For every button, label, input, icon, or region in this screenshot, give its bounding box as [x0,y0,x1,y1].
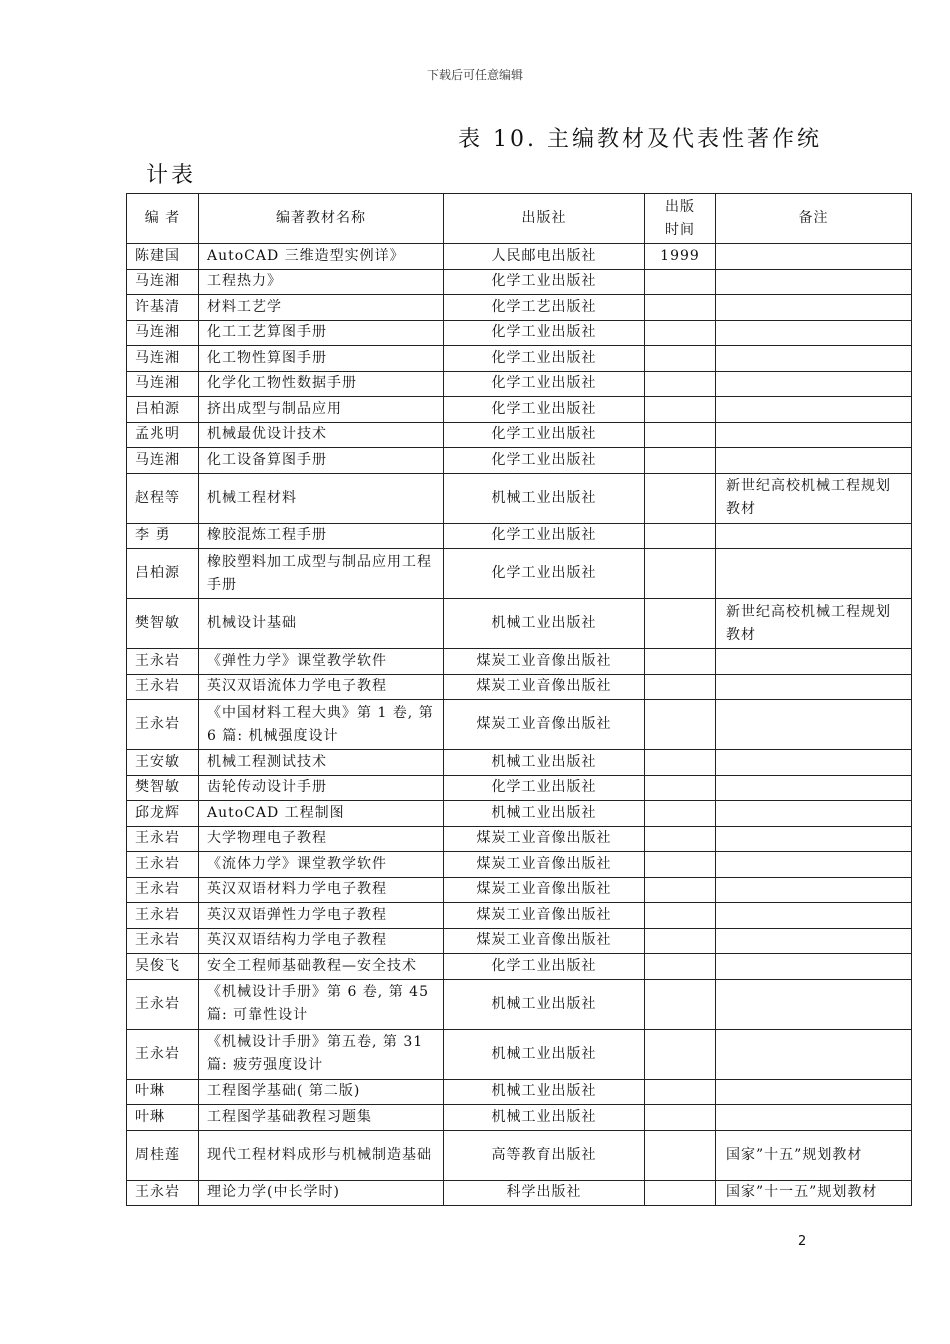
cell-publisher: 机械工业出版社 [444,979,645,1029]
cell-note: 国家”十一五”规划教材 [716,1180,912,1206]
cell-author: 王永岩 [127,1029,199,1079]
cell-year [645,649,716,675]
header-title: 编著教材名称 [199,194,444,244]
cell-author: 吕柏源 [127,397,199,423]
cell-author: 王永岩 [127,1180,199,1206]
cell-note [716,244,912,270]
cell-note [716,295,912,321]
cell-publisher: 机械工业出版社 [444,599,645,649]
cell-publisher: 煤炭工业音像出版社 [444,700,645,750]
cell-publisher: 化学工业出版社 [444,523,645,549]
cell-author: 马连湘 [127,371,199,397]
cell-note [716,346,912,372]
cell-note [716,422,912,448]
cell-year [645,346,716,372]
cell-year [645,397,716,423]
cell-year [645,775,716,801]
cell-publisher: 化学工业出版社 [444,549,645,599]
cell-title: 工程图学基础教程习题集 [199,1105,444,1131]
cell-year [645,903,716,929]
cell-note [716,826,912,852]
cell-author: 王永岩 [127,877,199,903]
cell-publisher: 煤炭工业音像出版社 [444,903,645,929]
cell-author: 李 勇 [127,523,199,549]
cell-title: 《机械设计手册》第 6 卷, 第 45 篇: 可靠性设计 [199,979,444,1029]
cell-year [645,877,716,903]
cell-year [645,674,716,700]
table-row [127,1105,912,1131]
cell-publisher: 化学工业出版社 [444,346,645,372]
cell-note [716,877,912,903]
table-row [127,269,912,295]
cell-publisher: 机械工业出版社 [444,750,645,776]
page-header-note: 下载后可任意编辑 [426,68,523,82]
cell-title: 理论力学(中长学时) [199,1180,444,1206]
table-title: 表 10. 主编教材及代表性著作统 [458,127,822,152]
cell-publisher: 煤炭工业音像出版社 [444,649,645,675]
table-row [127,549,912,599]
cell-publisher: 化学工业出版社 [444,775,645,801]
cell-title: 英汉双语流体力学电子教程 [199,674,444,700]
cell-title: 齿轮传动设计手册 [199,775,444,801]
cell-year [645,549,716,599]
cell-author: 马连湘 [127,269,199,295]
cell-title: 化工工艺算图手册 [199,320,444,346]
textbook-table [126,193,912,1206]
cell-author: 樊智敏 [127,599,199,649]
cell-author: 吕柏源 [127,549,199,599]
cell-year [645,801,716,827]
cell-title: 机械工程材料 [199,473,444,523]
cell-author: 陈建国 [127,244,199,270]
cell-title: 大学物理电子教程 [199,826,444,852]
cell-year [645,852,716,878]
cell-author: 赵程等 [127,473,199,523]
cell-year [645,371,716,397]
table-row [127,700,912,750]
cell-year [645,750,716,776]
header-author: 编 者 [127,194,199,244]
cell-note [716,397,912,423]
cell-note [716,801,912,827]
cell-publisher: 化学工业出版社 [444,954,645,980]
cell-note [716,750,912,776]
cell-title: 化工设备算图手册 [199,448,444,474]
cell-note [716,448,912,474]
table-row [127,979,912,1029]
cell-title: 安全工程师基础教程—安全技术 [199,954,444,980]
header-publisher: 出版社 [444,194,645,244]
cell-author: 叶琳 [127,1079,199,1105]
header-note: 备注 [716,194,912,244]
cell-note [716,1029,912,1079]
cell-author: 马连湘 [127,448,199,474]
cell-title: 化工物性算图手册 [199,346,444,372]
cell-author: 王永岩 [127,649,199,675]
table-row [127,801,912,827]
cell-publisher: 煤炭工业音像出版社 [444,928,645,954]
cell-year [645,979,716,1029]
table-row [127,674,912,700]
table-row [127,422,912,448]
cell-title: AutoCAD 三维造型实例详》 [199,244,444,270]
cell-publisher: 化学工业出版社 [444,422,645,448]
table-row [127,371,912,397]
cell-year [645,1180,716,1206]
cell-publisher: 化学工业出版社 [444,448,645,474]
cell-author: 王永岩 [127,852,199,878]
cell-year [645,826,716,852]
cell-publisher: 煤炭工业音像出版社 [444,674,645,700]
cell-year [645,269,716,295]
table-row [127,473,912,523]
cell-year [645,954,716,980]
table-row [127,397,912,423]
cell-publisher: 机械工业出版社 [444,1079,645,1105]
cell-year [645,700,716,750]
cell-author: 王永岩 [127,826,199,852]
cell-publisher: 化学工业出版社 [444,269,645,295]
table-row [127,1079,912,1105]
cell-note [716,852,912,878]
cell-publisher: 机械工业出版社 [444,1105,645,1131]
cell-note [716,700,912,750]
cell-note: 国家”十五”规划教材 [716,1130,912,1180]
table-row [127,903,912,929]
cell-title: 英汉双语结构力学电子教程 [199,928,444,954]
cell-title: 英汉双语弹性力学电子教程 [199,903,444,929]
cell-year [645,295,716,321]
cell-year [645,320,716,346]
cell-year [645,523,716,549]
header-year: 出版时间 [645,194,716,244]
table-row [127,954,912,980]
cell-note [716,674,912,700]
cell-note [716,320,912,346]
cell-author: 王安敏 [127,750,199,776]
cell-publisher: 煤炭工业音像出版社 [444,826,645,852]
cell-note [716,1105,912,1131]
cell-note [716,1079,912,1105]
cell-author: 许基清 [127,295,199,321]
cell-author: 王永岩 [127,700,199,750]
cell-title: 挤出成型与制品应用 [199,397,444,423]
cell-note [716,523,912,549]
cell-publisher: 机械工业出版社 [444,1029,645,1079]
table-row [127,523,912,549]
cell-title: AutoCAD 工程制图 [199,801,444,827]
table-header-row [127,194,912,244]
table-body [127,244,912,1206]
cell-year [645,422,716,448]
cell-title: 橡胶塑料加工成型与制品应用工程手册 [199,549,444,599]
cell-title: 《中国材料工程大典》第 1 卷, 第 6 篇: 机械强度设计 [199,700,444,750]
cell-publisher: 化学工业出版社 [444,397,645,423]
cell-publisher: 高等教育出版社 [444,1130,645,1180]
cell-title: 材料工艺学 [199,295,444,321]
cell-publisher: 化学工艺出版社 [444,295,645,321]
cell-publisher: 机械工业出版社 [444,473,645,523]
cell-publisher: 人民邮电出版社 [444,244,645,270]
table-row [127,852,912,878]
table-row [127,928,912,954]
cell-publisher: 煤炭工业音像出版社 [444,877,645,903]
table-row [127,775,912,801]
cell-year: 1999 [645,244,716,270]
table-row [127,346,912,372]
cell-author: 叶琳 [127,1105,199,1131]
table-row [127,320,912,346]
cell-note [716,371,912,397]
cell-author: 王永岩 [127,674,199,700]
cell-title: 机械设计基础 [199,599,444,649]
cell-note [716,549,912,599]
cell-publisher: 化学工业出版社 [444,371,645,397]
cell-title: 现代工程材料成形与机械制造基础 [199,1130,444,1180]
cell-title: 化学化工物性数据手册 [199,371,444,397]
cell-title: 橡胶混炼工程手册 [199,523,444,549]
cell-note [716,775,912,801]
cell-title: 英汉双语材料力学电子教程 [199,877,444,903]
cell-publisher: 煤炭工业音像出版社 [444,852,645,878]
cell-note: 新世纪高校机械工程规划教材 [716,473,912,523]
cell-note [716,649,912,675]
cell-note: 新世纪高校机械工程规划教材 [716,599,912,649]
cell-title: 《弹性力学》课堂教学软件 [199,649,444,675]
table-row [127,750,912,776]
cell-publisher: 化学工业出版社 [444,320,645,346]
cell-year [645,473,716,523]
cell-title: 机械工程测试技术 [199,750,444,776]
cell-title: 《机械设计手册》第五卷, 第 31 篇: 疲劳强度设计 [199,1029,444,1079]
table-row [127,826,912,852]
cell-year [645,1029,716,1079]
cell-publisher: 科学出版社 [444,1180,645,1206]
cell-year [645,1130,716,1180]
page-number: 2 [798,1234,807,1249]
cell-author: 樊智敏 [127,775,199,801]
table-row [127,1029,912,1079]
cell-year [645,1079,716,1105]
table-row [127,1130,912,1180]
cell-note [716,903,912,929]
cell-author: 马连湘 [127,320,199,346]
table-row [127,448,912,474]
cell-note [716,928,912,954]
table-row [127,649,912,675]
table-row [127,877,912,903]
cell-note [716,979,912,1029]
cell-year [645,599,716,649]
cell-year [645,1105,716,1131]
table-title-continuation: 计表 [146,163,197,188]
cell-year [645,928,716,954]
cell-author: 孟兆明 [127,422,199,448]
table-row [127,295,912,321]
cell-author: 周桂莲 [127,1130,199,1180]
cell-title: 工程图学基础( 第二版) [199,1079,444,1105]
cell-title: 工程热力》 [199,269,444,295]
cell-title: 机械最优设计技术 [199,422,444,448]
cell-author: 王永岩 [127,903,199,929]
table-row [127,1180,912,1206]
cell-author: 王永岩 [127,928,199,954]
cell-author: 吴俊飞 [127,954,199,980]
cell-author: 邱龙辉 [127,801,199,827]
cell-author: 马连湘 [127,346,199,372]
cell-year [645,448,716,474]
cell-title: 《流体力学》课堂教学软件 [199,852,444,878]
cell-note [716,954,912,980]
table-row [127,244,912,270]
cell-note [716,269,912,295]
cell-publisher: 机械工业出版社 [444,801,645,827]
table-row [127,599,912,649]
cell-author: 王永岩 [127,979,199,1029]
